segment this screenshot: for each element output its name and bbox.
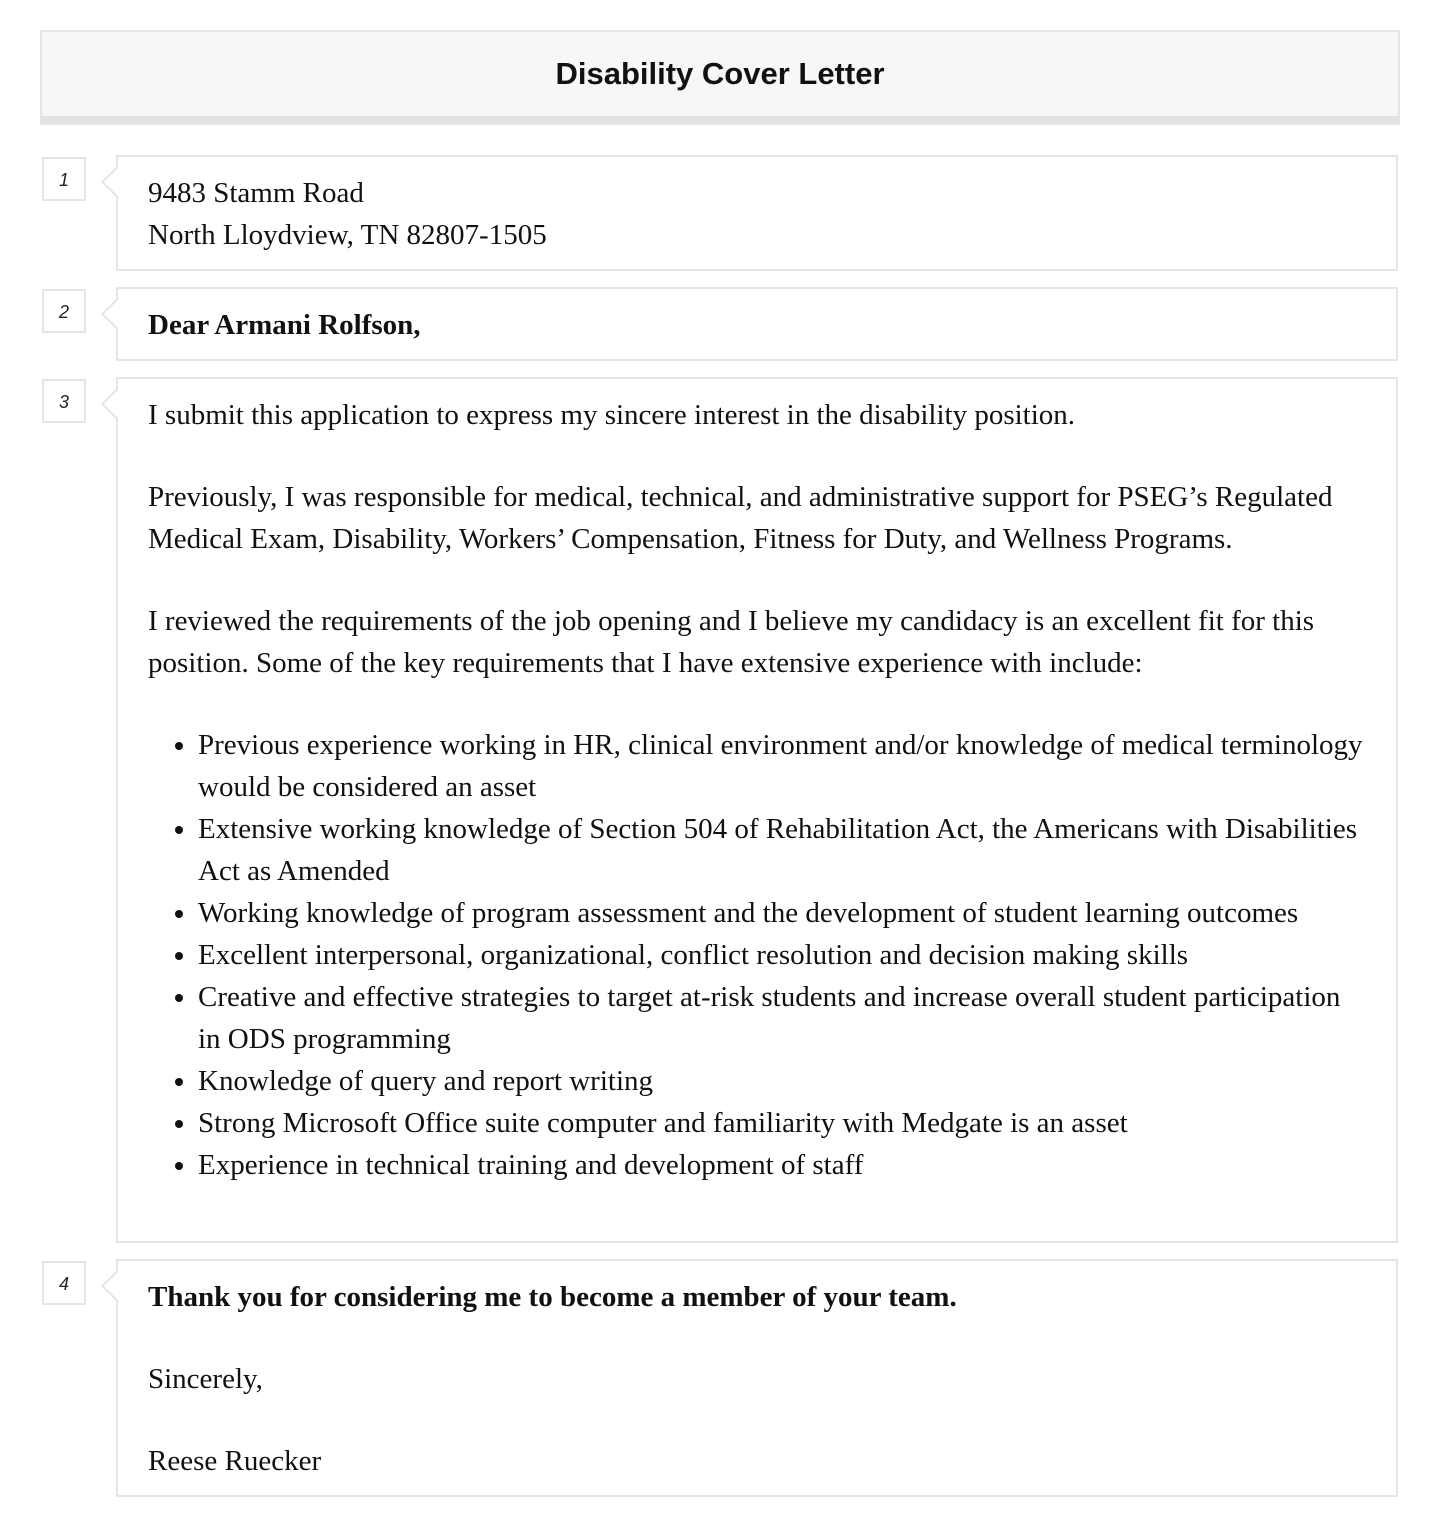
address-card — [116, 155, 1398, 271]
address-line-1: 9483 Stamm Road — [148, 177, 364, 209]
list-item: • Experience in technical training and development of staff — [198, 1144, 1366, 1186]
page-title: Disability Cover Letter — [555, 56, 885, 91]
list-item: • Excellent interpersonal, organizational, conflict resolution and decision making skills — [198, 934, 1366, 976]
section-number-1: 1 — [42, 157, 86, 201]
address-line-2: North Lloydview, TN 82807-1505 — [148, 219, 547, 251]
signature-name: Reese Ruecker — [148, 1445, 322, 1477]
header-bar — [40, 30, 1400, 116]
section-number-2: 2 — [42, 289, 86, 333]
requirements-list — [148, 724, 1366, 1186]
list-item: • Extensive working knowledge of Section 504 of Rehabilitation Act, the Americans with Disabilities Act as Amended — [198, 808, 1366, 892]
salutation: Dear Armani Rolfson, — [148, 309, 421, 341]
experience-paragraph: Previously, I was responsible for medical, technical, and administrative support for PSEG’s Regulated Medical Exam, Disability, Workers’ Compensation, Fitness for Duty, and Wellness Programs. — [148, 481, 1333, 555]
thanks-line: Thank you for considering me to become a member of your team. — [148, 1281, 957, 1313]
section-number-4: 4 — [42, 1261, 86, 1305]
intro-paragraph: I submit this application to express my sincere interest in the disability position. — [148, 399, 1076, 431]
section-number-3: 3 — [42, 379, 86, 423]
list-item: • Previous experience working in HR, clinical environment and/or knowledge of medical terminology would be considered an asset — [198, 724, 1366, 808]
requirements-intro-paragraph: I reviewed the requirements of the job opening and I believe my candidacy is an excellent fit for this position. Some of the key requirements that I have extensive experience with include: — [148, 605, 1315, 679]
body-card — [116, 377, 1398, 1243]
salutation-card — [116, 287, 1398, 361]
list-item: • Knowledge of query and report writing — [198, 1060, 1366, 1102]
list-item: • Working knowledge of program assessment and the development of student learning outcomes — [198, 892, 1366, 934]
list-item: • Creative and effective strategies to target at-risk students and increase overall student participation in ODS programming — [198, 976, 1366, 1060]
closing-line: Sincerely, — [148, 1363, 263, 1395]
list-item: • Strong Microsoft Office suite computer and familiarity with Medgate is an asset — [198, 1102, 1366, 1144]
closing-card — [116, 1259, 1398, 1497]
